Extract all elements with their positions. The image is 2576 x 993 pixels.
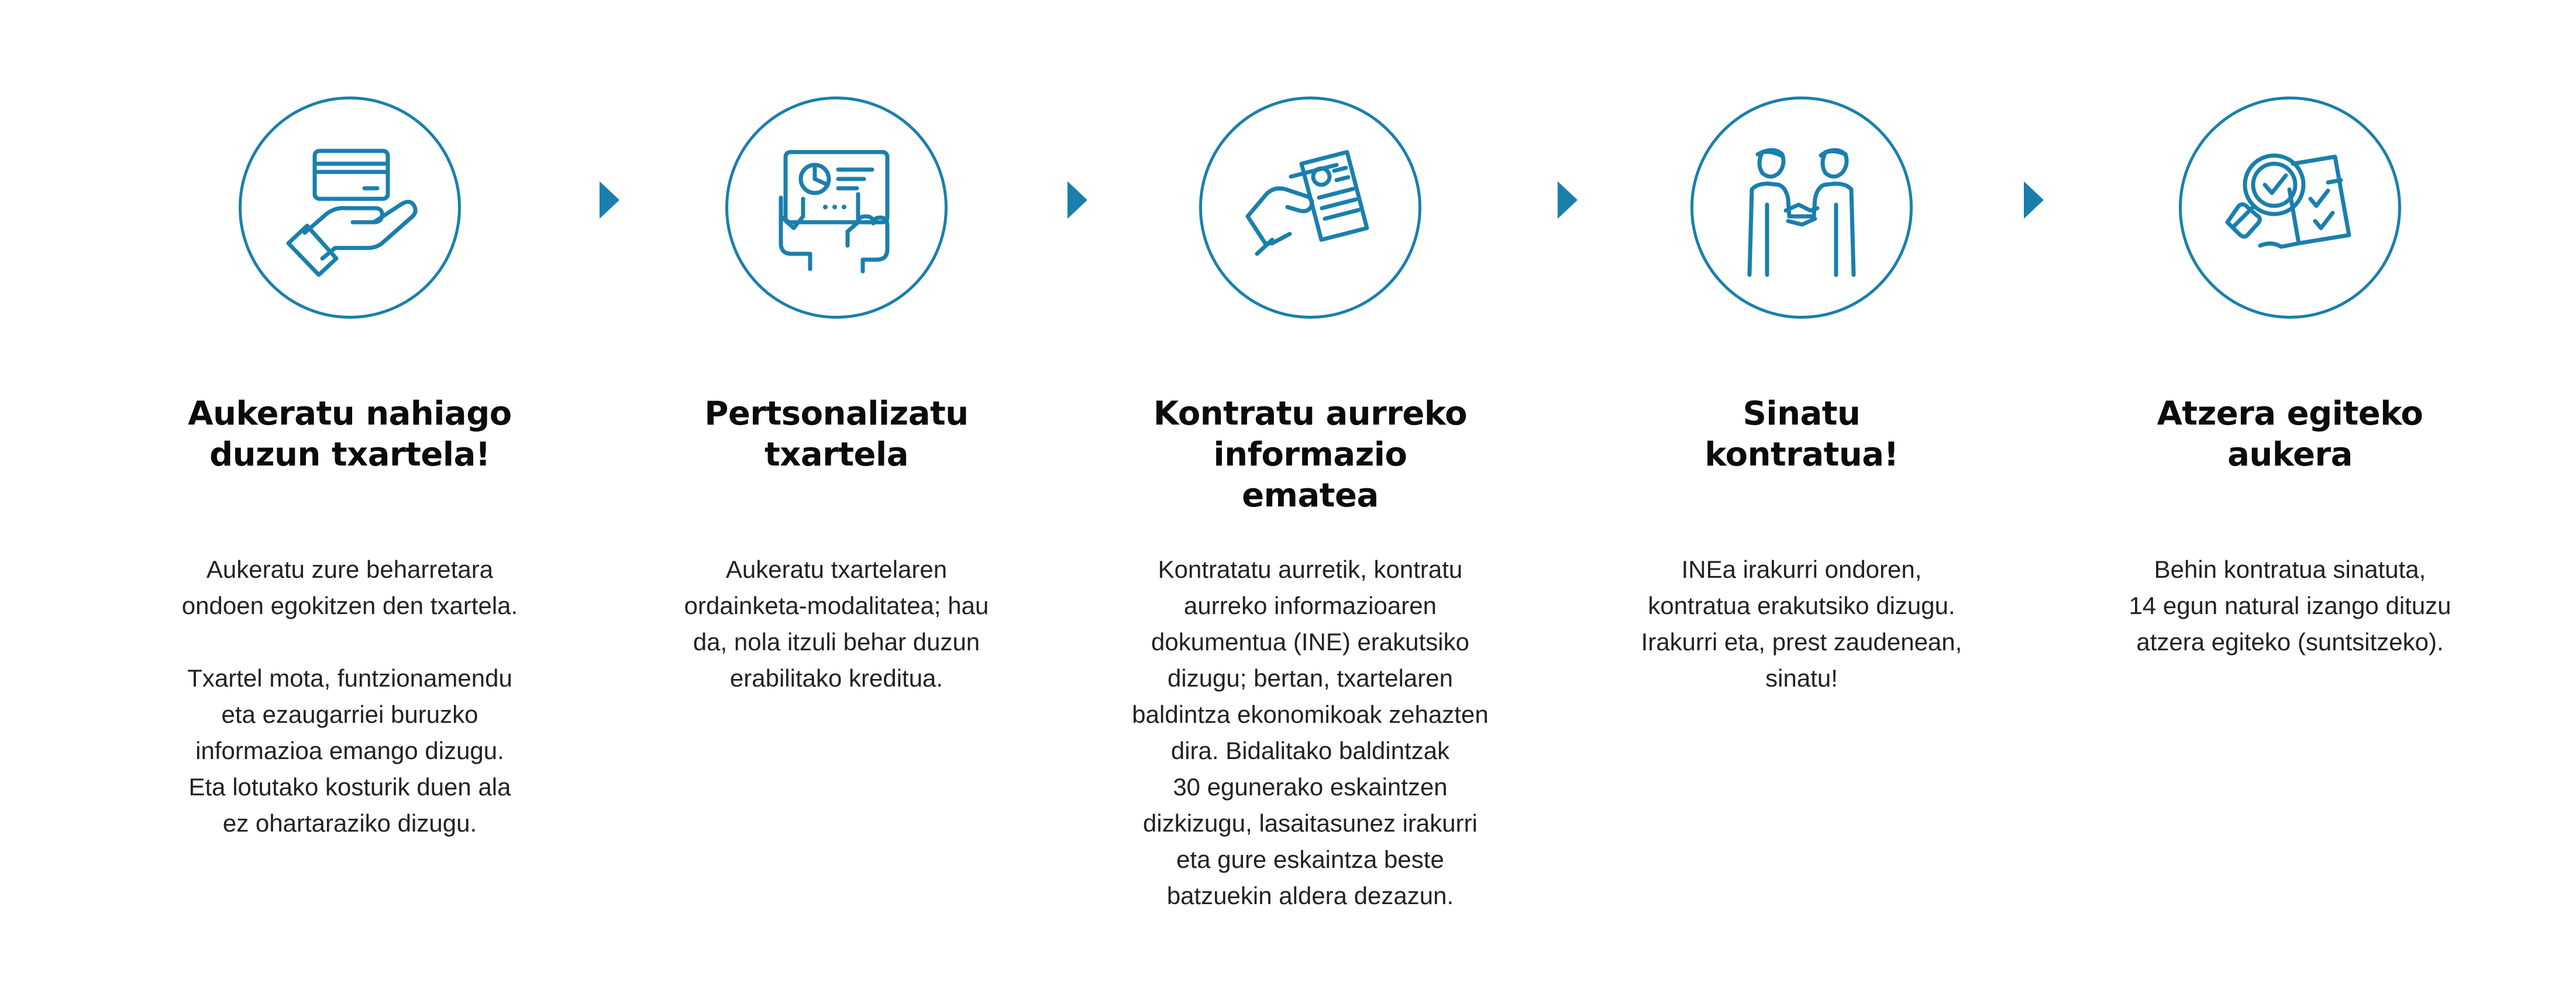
step-icon-circle — [1690, 96, 1913, 319]
arrow-right-icon — [2024, 181, 2044, 219]
step-icon-circle — [1199, 96, 1421, 319]
step-description: Kontratatu aurretik, kontratu aurreko informazioaren dokumentua (INE) erakutsiko dizugu; bertan, txartelaren baldintza ekonomikoak zehazten dira. Bidalitako baldintzak 30 egunerako eskaintzen dizkizugu, lasaitasunez irakurri eta gure eskaintza beste batzuekin aldera dezazun. — [1132, 556, 1489, 909]
touch-screen-chart-icon — [757, 129, 915, 287]
step-title: Atzera egiteko aukera — [2157, 395, 2423, 474]
step-icon-circle — [2179, 96, 2401, 319]
step-icon-circle — [239, 96, 461, 319]
magnifier-checklist-icon — [2211, 129, 2369, 287]
step-3 — [1088, 96, 1532, 914]
step-description: Behin kontratua sinatuta, 14 egun natural izango dituzu atzera egiteko (suntsitzeko). — [2129, 556, 2451, 656]
step-4 — [1579, 96, 2024, 697]
step-title: Sinatu kontratua! — [1704, 395, 1899, 474]
step-description: INEa irakurri ondoren, kontratua erakutsiko dizugu. Irakurri eta, prest zaudenean, sinatu! — [1641, 556, 1962, 692]
step-1 — [128, 96, 572, 842]
card-in-hand-icon — [271, 129, 429, 287]
hand-document-icon — [1231, 129, 1389, 287]
step-2 — [614, 96, 1059, 697]
step-title: Pertsonalizatu txartela — [704, 395, 969, 474]
step-title: Kontratu aurreko informazio ematea — [1153, 395, 1468, 515]
step-description: Aukeratu zure beharretara ondoen egokitzen den txartela. Txartel mota, funtzionamendu eta ezaugarriei buruzko informazioa emango dizugu. Eta lotutako kosturik duen ala ez ohartaraziko dizugu. — [181, 556, 518, 837]
step-icon-circle — [725, 96, 948, 319]
handshake-icon — [1723, 129, 1881, 287]
arrow-right-icon — [1067, 181, 1087, 219]
arrow-right-icon — [1558, 181, 1578, 219]
step-title: Aukeratu nahiago duzun txartela! — [188, 395, 512, 474]
step-description: Aukeratu txartelaren ordainketa-modalitatea; hau da, nola itzuli behar duzun erabilitako kreditua. — [684, 556, 989, 692]
step-5 — [2068, 96, 2512, 660]
